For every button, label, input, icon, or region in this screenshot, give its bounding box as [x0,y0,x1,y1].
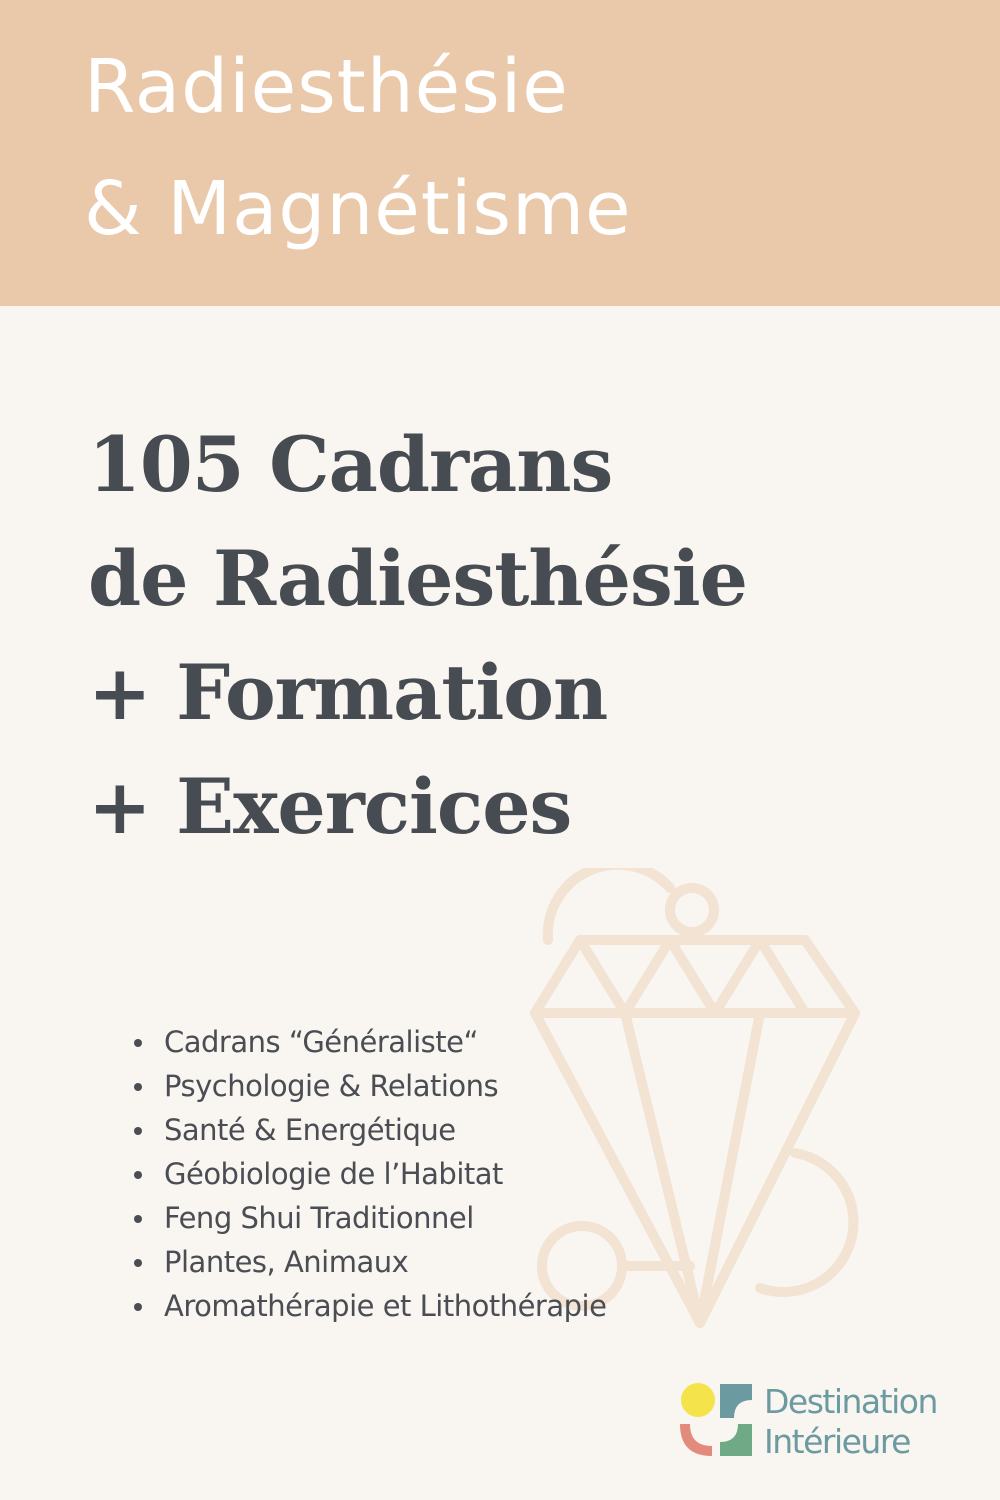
list-item-label: Cadrans “Généraliste“ [164,1025,479,1059]
destination-interieure-logo-icon [676,1380,756,1464]
main-title [88,408,747,864]
feature-list [130,1020,606,1328]
list-item-label: Plantes, Animaux [164,1245,409,1279]
list-item [130,1240,606,1284]
logo-text-line-1: Destination [764,1382,937,1421]
bullet-icon [134,1303,142,1311]
bullet-icon [134,1171,142,1179]
brand-logo[interactable] [676,1380,966,1464]
list-item-label: Santé & Energétique [164,1113,456,1147]
logo-text [764,1382,937,1462]
list-item [130,1020,606,1064]
title-line-2: de Radiesthésie [88,534,747,623]
title-line-4: + Exercices [88,762,572,851]
list-item [130,1284,606,1328]
bullet-icon [134,1039,142,1047]
header-title-line-2: & Magnétisme [84,166,632,252]
list-item-label: Feng Shui Traditionnel [164,1201,474,1235]
list-item [130,1152,606,1196]
bullet-icon [134,1259,142,1267]
title-line-1: 105 Cadrans [88,420,613,509]
logo-text-line-2: Intérieure [764,1422,910,1461]
list-item [130,1196,606,1240]
title-line-3: + Formation [88,648,608,737]
bullet-icon [134,1127,142,1135]
bullet-icon [134,1215,142,1223]
list-item [130,1108,606,1152]
header-title-line-1: Radiesthésie [84,44,569,130]
list-item-label: Géobiologie de l’Habitat [164,1157,503,1191]
list-item-label: Aromathérapie et Lithothérapie [164,1289,607,1323]
header-band [0,0,1000,306]
list-item-label: Psychologie & Relations [164,1069,499,1103]
bullet-icon [134,1083,142,1091]
list-item [130,1064,606,1108]
